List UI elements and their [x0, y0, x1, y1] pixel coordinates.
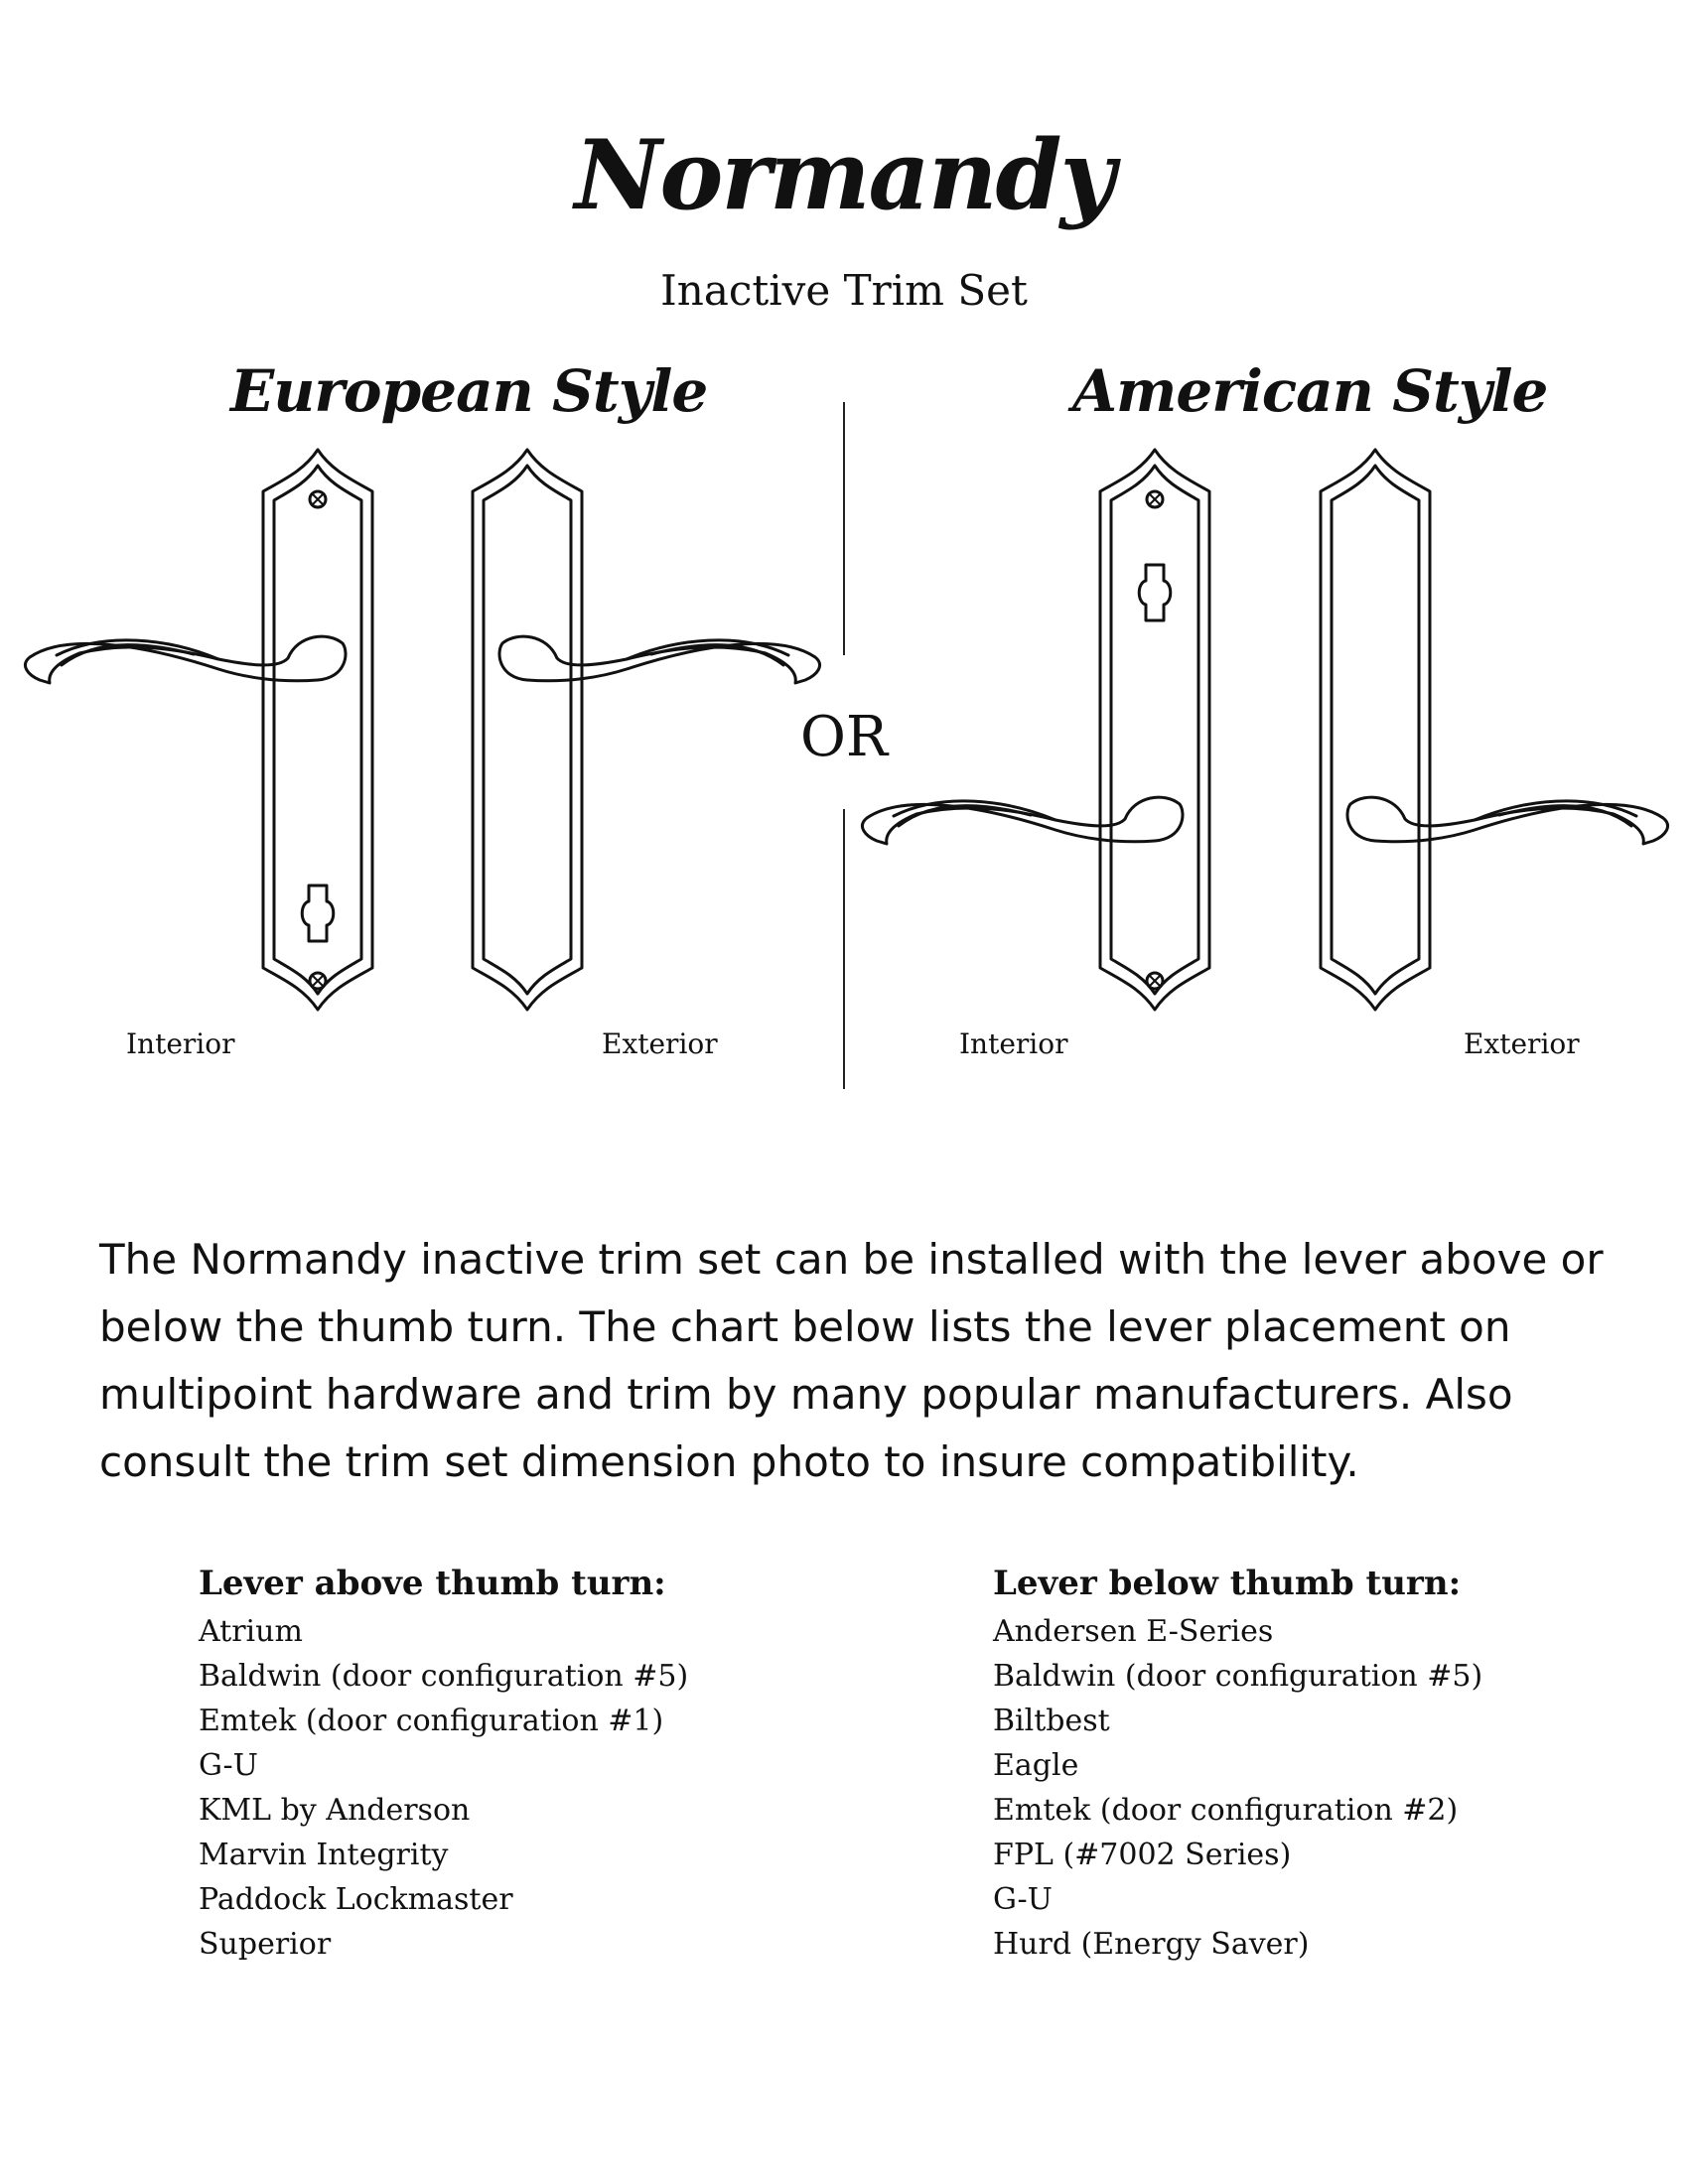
american-style-heading: American Style — [1072, 357, 1548, 425]
lever-below-list — [993, 1564, 1482, 1967]
list-item: FPL (#7002 Series) — [993, 1838, 1292, 1872]
description-paragraph: The Normandy inactive trim set can be installed with the lever above or below the thumb turn. The chart below lists the lever placement on multipoint hardware and trim by many popular manufacturers. Also consult the trim set dimension photo to insure compatibility. — [99, 1235, 1604, 1486]
list-item: Superior — [199, 1927, 332, 1962]
page-subtitle: Inactive Trim Set — [660, 266, 1028, 315]
list-item: Baldwin (door configuration #5) — [993, 1659, 1483, 1694]
list-item: Eagle — [993, 1748, 1079, 1783]
list-item: Atrium — [199, 1614, 303, 1649]
list-item: Biltbest — [993, 1704, 1110, 1738]
list-item: Emtek (door configuration #1) — [199, 1704, 664, 1738]
european-style-heading: European Style — [230, 357, 708, 425]
european-interior-plate-drawing — [25, 450, 372, 1010]
list-item: Andersen E-Series — [993, 1614, 1274, 1649]
page-title: Normandy — [574, 119, 1114, 231]
list-item: Marvin Integrity — [199, 1838, 449, 1872]
lever-above-heading: Lever above thumb turn: — [199, 1564, 666, 1603]
list-item: G-U — [993, 1882, 1053, 1917]
list-item: Baldwin (door configuration #5) — [199, 1659, 689, 1694]
list-item: G-U — [199, 1748, 258, 1783]
american-interior-label: Interior — [959, 1027, 1068, 1060]
or-separator: OR — [799, 705, 889, 769]
list-item: Hurd (Energy Saver) — [993, 1927, 1310, 1962]
list-item: Paddock Lockmaster — [199, 1882, 513, 1917]
list-item: KML by Anderson — [199, 1793, 471, 1828]
european-interior-label: Interior — [126, 1027, 235, 1060]
list-item: Emtek (door configuration #2) — [993, 1793, 1459, 1828]
american-exterior-plate-drawing — [1321, 450, 1668, 1010]
european-exterior-label: Exterior — [602, 1027, 718, 1060]
lever-below-heading: Lever below thumb turn: — [993, 1564, 1462, 1603]
european-exterior-plate-drawing — [473, 450, 820, 1010]
lever-above-list — [199, 1564, 688, 1967]
american-exterior-label: Exterior — [1464, 1027, 1580, 1060]
american-interior-plate-drawing — [862, 450, 1209, 1010]
